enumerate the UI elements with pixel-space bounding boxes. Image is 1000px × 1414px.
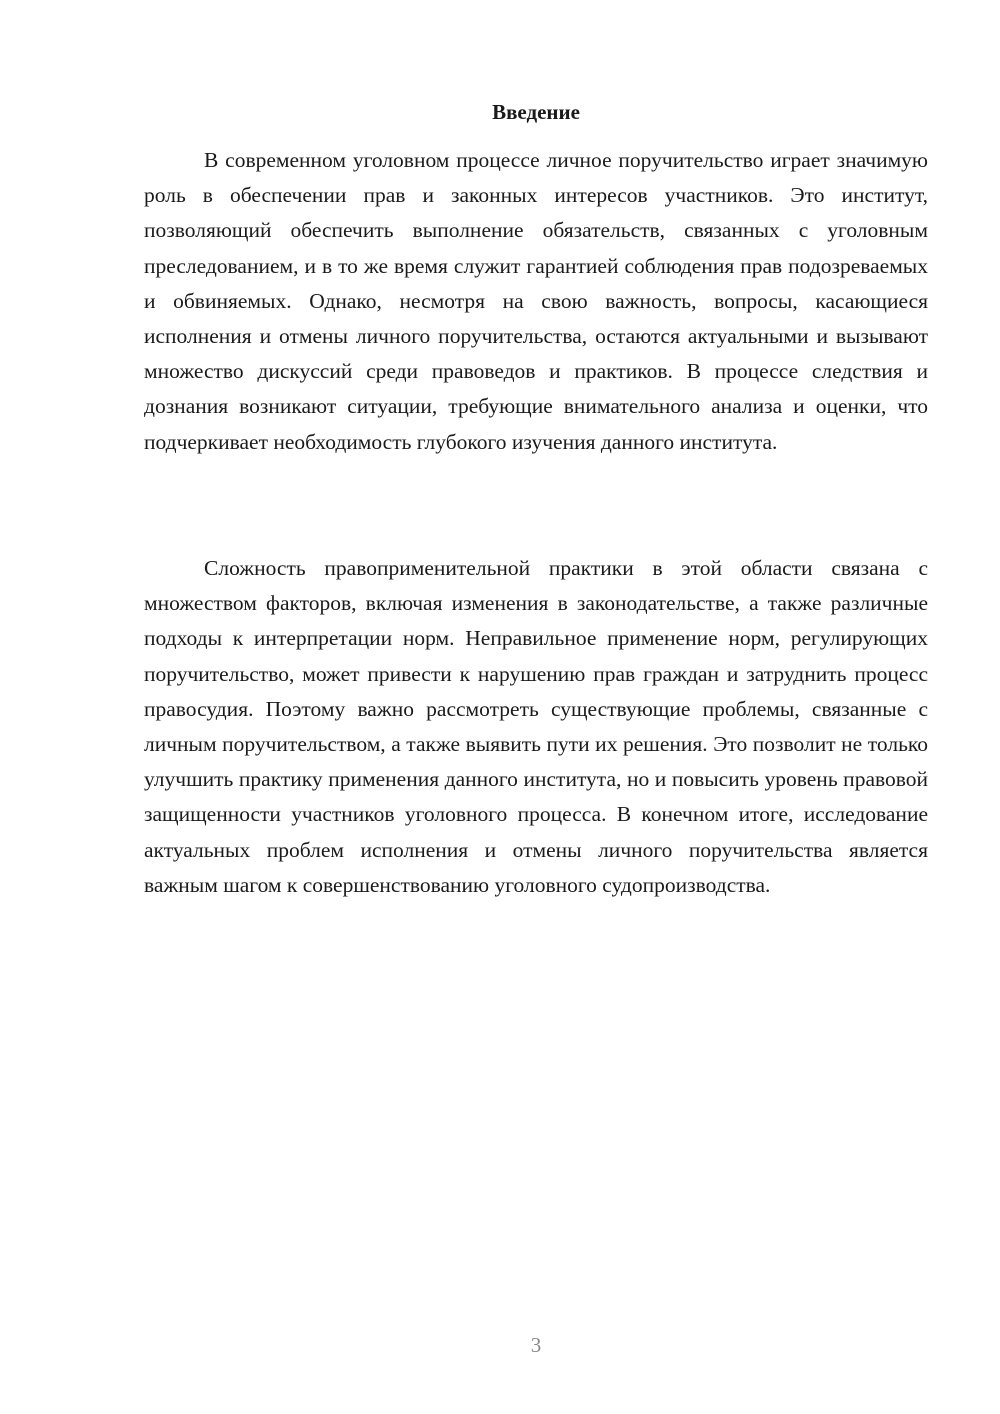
intro-paragraph-2: Сложность правоприменительной практики в этой области связана с множеством факторов, включая изменения в законодательстве, а также различные подходы к интерпретации норм. Неправильное применение норм, регулирующих поручительство, может привести к нарушению прав граждан и затруднить процесс правосудия. Поэтому важно рассмотреть существующие проблемы, связанные с личным поручительством, а также выявить пути их решения. Это позволит не только улучшить практику применения данного института, но и повысить уровень правовой защищенности участников уголовного процесса. В конечном итоге, исследование актуальных проблем исполнения и отмены личного поручительства является важным шагом к совершенствованию уголовного судопроизводства. bbox=[144, 556, 928, 897]
intro-paragraph-2-block bbox=[144, 551, 928, 903]
section-title: Введение bbox=[492, 100, 580, 124]
intro-paragraph-1: В современном уголовном процессе личное поручительство играет значимую роль в обеспечении прав и законных интересов участников. Это институт, позволяющий обеспечить выполнение обязательств, связанных с уголовным преследованием, и в то же время служит гарантией соблюдения прав подозреваемых и обвиняемых. Однако, несмотря на свою важность, вопросы, касающиеся исполнения и отмены личного поручительства, остаются актуальными и вызывают множество дискуссий среди правоведов и практиков. В процессе следствия и дознания возникают ситуации, требующие внимательного анализа и оценки, что подчеркивает необходимость глубокого изучения данного института. bbox=[144, 148, 928, 454]
page-number: 3 bbox=[530, 1333, 542, 1357]
section-heading bbox=[0, 97, 1000, 127]
intro-paragraph-1-block bbox=[144, 143, 928, 460]
